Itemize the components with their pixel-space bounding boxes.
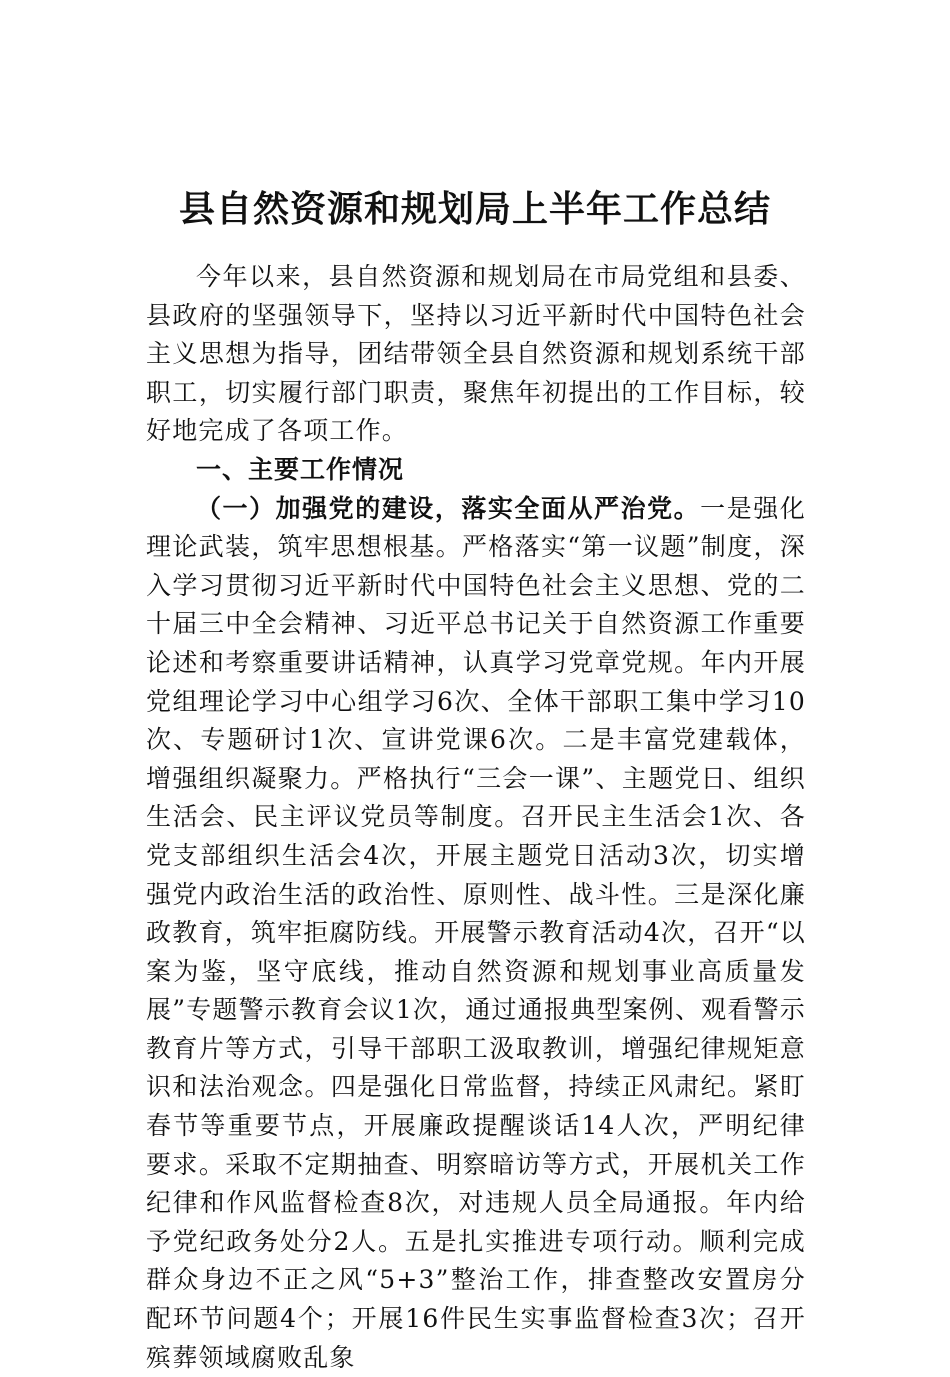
subsection-paragraph xyxy=(146,490,806,1377)
subsection-heading: （一）加强党的建设，落实全面从严治党。 xyxy=(196,493,701,523)
section-heading: 一、主要工作情况 xyxy=(196,454,405,484)
document-title: 县自然资源和规划局上半年工作总结 xyxy=(178,188,771,231)
subsection-body: 一是强化理论武装，筑牢思想根基。严格落实“第一议题”制度，深入学习贯彻习近平新时代中国特色社会主义思想、党的二十届三中全会精神、习近平总书记关于自然资源工作重要论述和考察重要讲话精神，认真学习党章党规。年内开展党组理论学习中心组学习6次、全体干部职工集中学习10次、专题研讨1次、宣讲党课6次。二是丰富党建载体，增强组织凝聚力。严格执行“三会一课”、主题党日、组织生活会、民主评议党员等制度。召开民主生活会1次、各党支部组织生活会4次，开展主题党日活动3次，切实增强党内政治生活的政治性、原则性、战斗性。三是深化廉政教育，筑牢拒腐防线。开展警示教育活动4次，召开“以案为鉴，坚守底线，推动自然资源和规划事业高质量发展”专题警示教育会议1次，通过通报典型案例、观看警示教育片等方式，引导干部职工汲取教训，增强纪律规矩意识和法治观念。四是强化日常监督，持续正风肃纪。紧盯春节等重要节点，开展廉政提醒谈话14人次，严明纪律要求。采取不定期抽查、明察暗访等方式，开展机关工作纪律和作风监督检查8次，对违规人员全局通报。年内给予党纪政务处分2人。五是扎实推进专项行动。顺利完成群众身边不正之风“5+3”整治工作，排查整改安置房分配环节问题4个；开展16件民生实事监督检查3次；召开殡葬领域腐败乱象 xyxy=(146,493,806,1372)
document-body xyxy=(146,258,806,1377)
intro-paragraph: 今年以来，县自然资源和规划局在市局党组和县委、县政府的坚强领导下，坚持以习近平新时代中国特色社会主义思想为指导，团结带领全县自然资源和规划系统干部职工，切实履行部门职责，聚焦年初提出的工作目标，较好地完成了各项工作。 xyxy=(146,262,806,446)
